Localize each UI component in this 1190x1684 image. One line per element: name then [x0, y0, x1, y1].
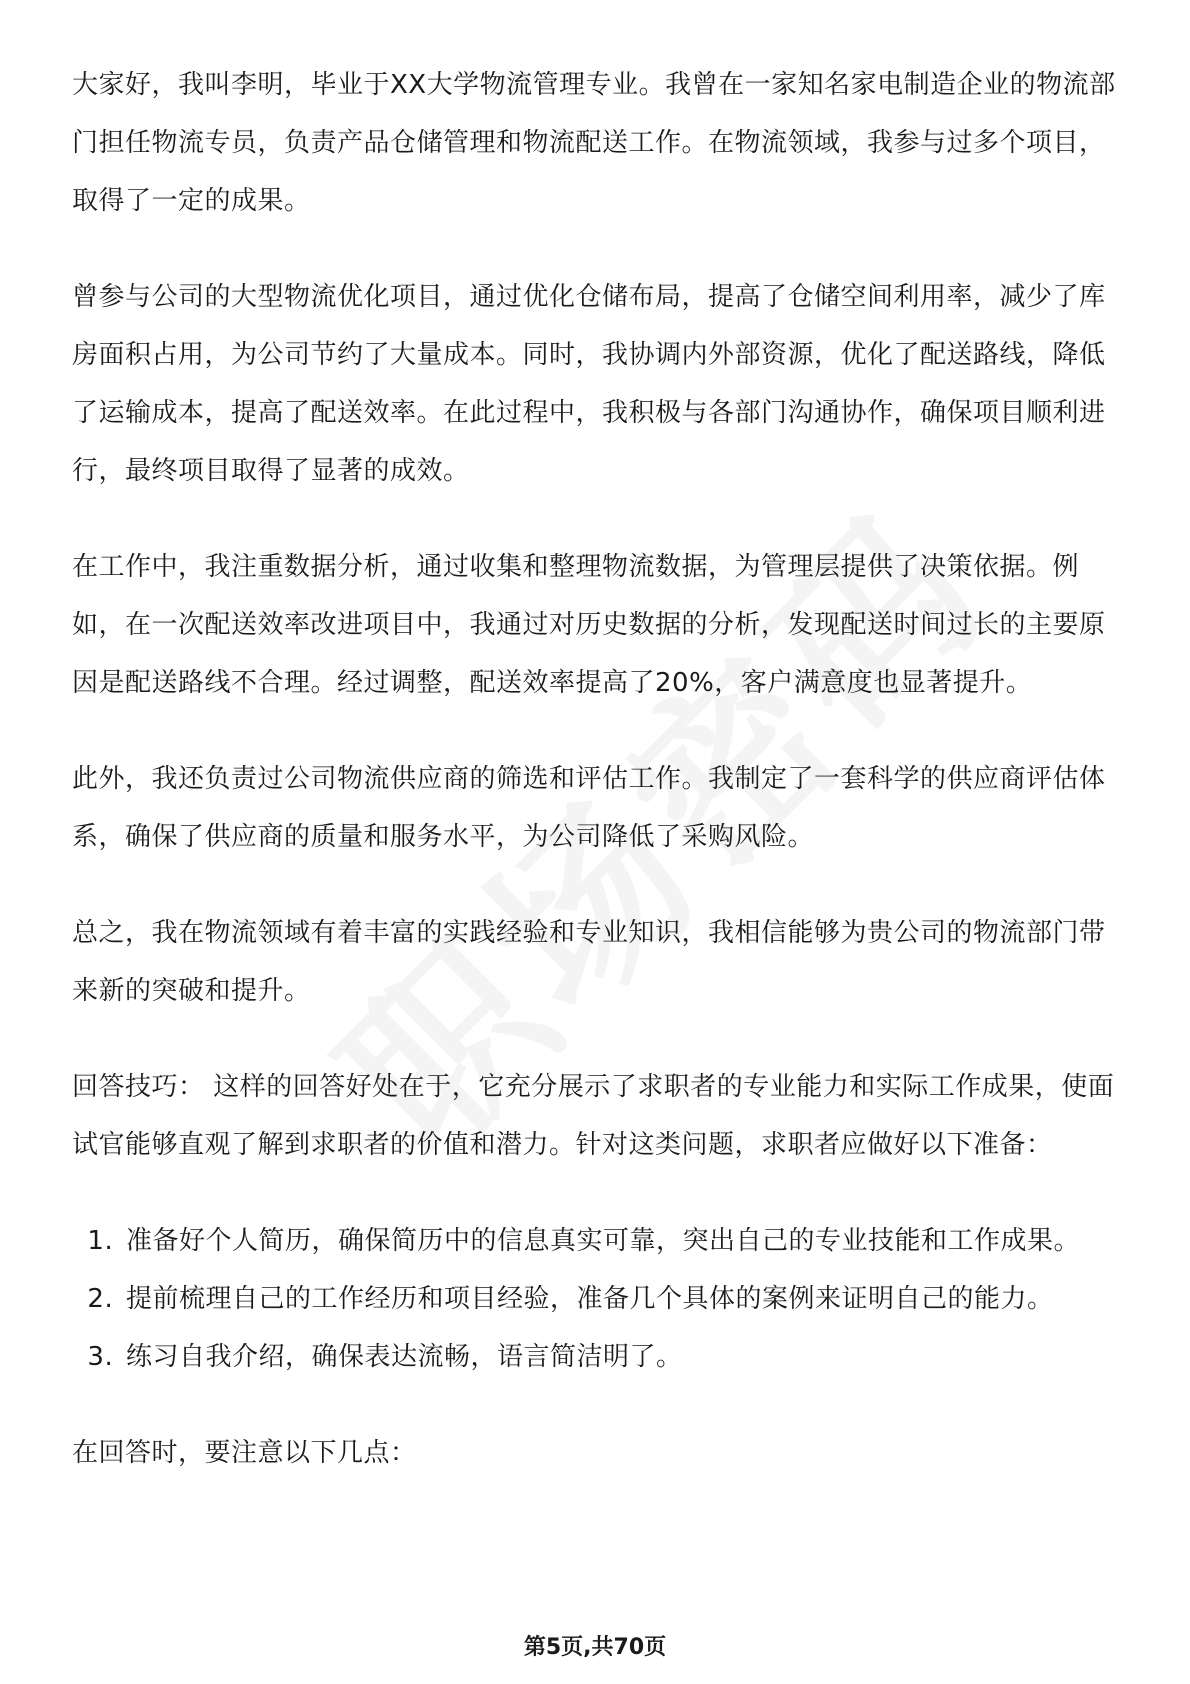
paragraph-closing: 在回答时，要注意以下几点： — [72, 1438, 417, 1468]
list-item: 1. 准备好个人简历，确保简历中的信息真实可靠，突出自己的专业技能和工作成果。 — [122, 1212, 1122, 1270]
paragraph-supplier: 此外，我还负责过公司物流供应商的筛选和评估工作。我制定了一套科学的供应商评估体系，确保了供应商的质量和服务水平，为公司降低了采购风险。 — [72, 764, 1106, 852]
document-body — [72, 56, 1122, 1520]
list-item: 3. 练习自我介绍，确保表达流畅，语言简洁明了。 — [122, 1328, 1122, 1386]
paragraph-answer-tips: 回答技巧： 这样的回答好处在于，它充分展示了求职者的专业能力和实际工作成果，使面试官能够直观了解到求职者的价值和潜力。针对这类问题，求职者应做好以下准备： — [72, 1072, 1115, 1160]
paragraph-summary: 总之，我在物流领域有着丰富的实践经验和专业知识，我相信能够为贵公司的物流部门带来新的突破和提升。 — [72, 918, 1106, 1006]
preparation-list — [72, 1212, 1122, 1386]
list-item: 2. 提前梳理自己的工作经历和项目经验，准备几个具体的案例来证明自己的能力。 — [122, 1270, 1122, 1328]
paragraph-optimization-project: 曾参与公司的大型物流优化项目，通过优化仓储布局，提高了仓储空间利用率，减少了库房面积占用，为公司节约了大量成本。同时，我协调内外部资源，优化了配送路线，降低了运输成本，提高了配送效率。在此过程中，我积极与各部门沟通协作，确保项目顺利进行，最终项目取得了显著的成效。 — [72, 282, 1106, 486]
paragraph-data-analysis: 在工作中，我注重数据分析，通过收集和整理物流数据，为管理层提供了决策依据。例如，在一次配送效率改进项目中，我通过对历史数据的分析，发现配送时间过长的主要原因是配送路线不合理。经过调整，配送效率提高了20%，客户满意度也显著提升。 — [72, 552, 1106, 698]
paragraph-intro: 大家好，我叫李明，毕业于XX大学物流管理专业。我曾在一家知名家电制造企业的物流部门担任物流专员，负责产品仓储管理和物流配送工作。在物流领域，我参与过多个项目，取得了一定的成果。 — [72, 70, 1116, 216]
page-number: 第5页,共70页 — [523, 1635, 667, 1660]
